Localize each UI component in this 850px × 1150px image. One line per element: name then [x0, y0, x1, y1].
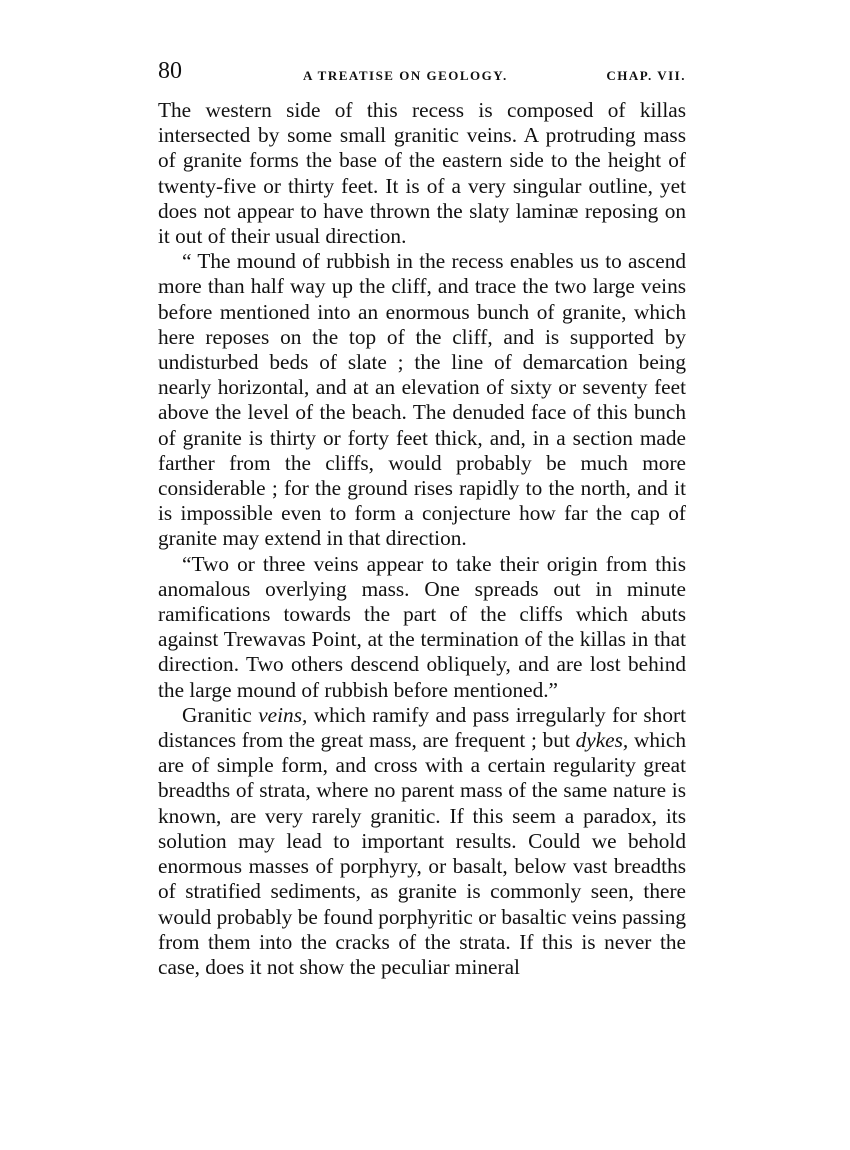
running-header — [158, 58, 686, 98]
italic-term-dykes: dykes, — [575, 728, 629, 753]
body-text — [158, 98, 686, 980]
paragraph-4-text-2: which ramify and pass irregularly for short distances from the great mass, are frequent ; but — [158, 702, 686, 753]
paragraph-3: “Two or three veins appear to take their origin from this anomalous overlying mass. One spreads out in minute ramifications towards the part of the cliffs which abuts against Trewavas Point, at the termination of the killas in that direction. Two others descend obliquely, and are lost behind the large mound of rubbish before mentioned.” — [158, 551, 686, 702]
paragraph-4-text-1: Granitic — [182, 702, 259, 727]
book-page — [158, 58, 686, 980]
page-number: 80 — [158, 58, 182, 84]
paragraph-1: The western side of this recess is composed of killas intersected by some small granitic veins. A protruding mass of granite forms the base of the eastern side to the height of twenty-five or thirty feet. It is of a very singular outline, yet does not appear to have thrown the slaty laminæ reposing on it out of their usual direction. — [158, 98, 686, 249]
italic-term-veins: veins, — [258, 702, 308, 727]
running-title: A TREATISE ON GEOLOGY. — [303, 68, 508, 83]
paragraph-2: “ The mound of rubbish in the recess enables us to ascend more than half way up the cliff, and trace the two large veins before mentioned into an enormous bunch of granite, which here reposes on the top of the cliff, and is supported by undisturbed beds of slate ; the line of demarcation being nearly horizontal, and at an elevation of sixty or seventy feet above the level of the beach. The denuded face of this bunch of granite is thirty or forty feet thick, and, in a section made farther from the cliffs, would probably be much more considerable ; for the ground rises rapidly to the north, and it is impossible even to form a conjecture how far the cap of granite may extend in that direction. — [158, 249, 686, 551]
paragraph-4-text-3: which are of simple form, and cross with a certain regularity great breadths of strata, where no parent mass of the same nature is known, are very rarely granitic. If this seem a paradox, its solution may lead to important results. Could we behold enormous masses of porphyry, or basalt, below vast breadths of stratified sediments, as granite is commonly seen, there would probably be found porphyritic or basaltic veins passing from them into the cracks of the strata. If this is never the case, does it not show the peculiar mineral — [158, 728, 686, 979]
chapter-label: CHAP. VII. — [606, 68, 686, 83]
paragraph-4 — [158, 703, 686, 980]
